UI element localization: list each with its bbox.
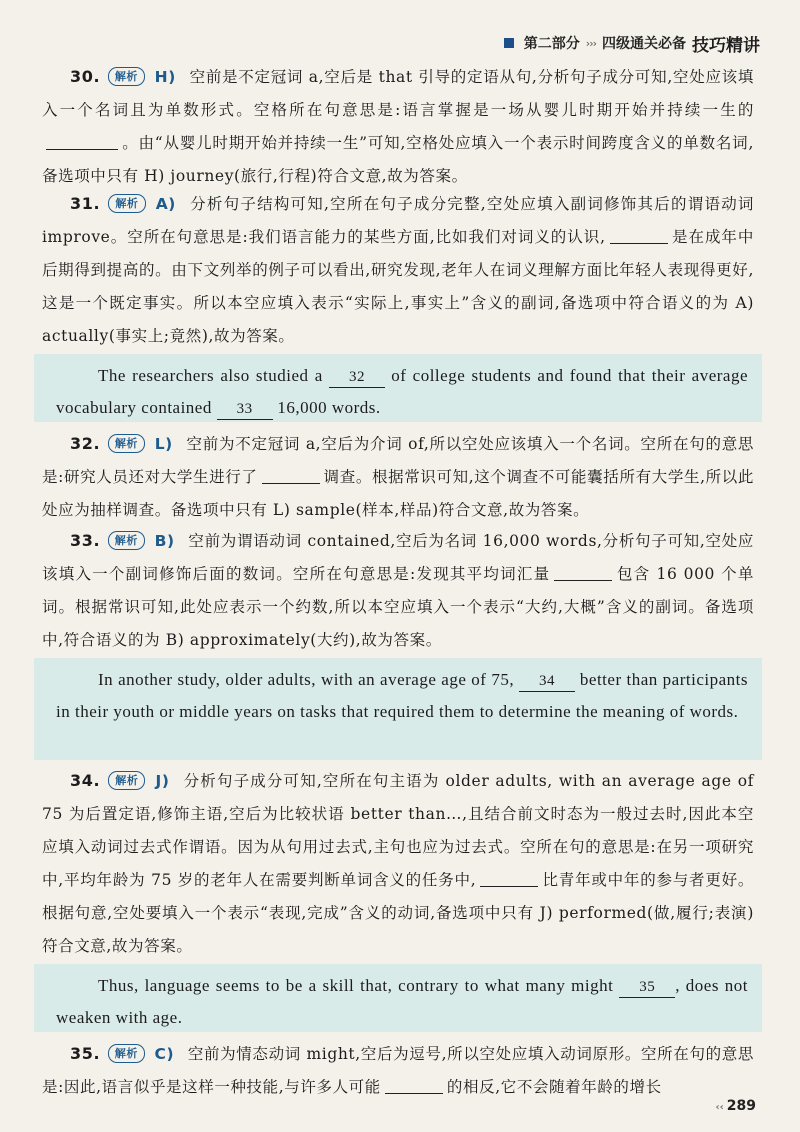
- source-sentence-34: [34, 658, 762, 760]
- explanation-30: [42, 60, 754, 193]
- sentence-text: better than participants in their youth or middle years on tasks that required them to determine the meaning of words.: [56, 670, 748, 721]
- item-number: 33.: [70, 531, 101, 550]
- explanation-text: 空前为谓语动词 contained,空后为名词 16,000 words,分析句子可知,空处应该填入一个副词修饰后面的数词。空所在句意思是:发现其平均词汇量: [42, 532, 755, 583]
- header-book-title: 四级通关必备: [602, 36, 686, 52]
- blank-33: 33: [217, 399, 273, 420]
- answer-label: B): [154, 532, 175, 550]
- answer-label: A): [155, 195, 176, 213]
- explanation-text: 包含 16 000 个单词。根据常识可知,此处应表示一个约数,所以本空应填入一个表示“大约,大概”含义的副词。备选项中,符合语义的为 B) approximately(大约),故为答案。: [42, 565, 754, 649]
- square-bullet-icon: [504, 38, 514, 48]
- answer-label: J): [155, 772, 170, 790]
- sentence-text: of college students and found that their average vocabulary contained: [56, 366, 749, 417]
- sentence-text: The researchers also studied a: [98, 366, 323, 385]
- explanation-text: 分析句子成分可知,空所在句主语为 older adults, with an average age of 75 为后置定语,修饰主语,空后为比较状语 better than…,且结合前文时态为一般过去时,因此本空应填入动词过去式作谓语。因为从句用过去式,主句也应为过去式。空所在句的意思是:在另一项研究中,平均年龄为 75 岁的老年人在需要判断单词含义的任务中,: [42, 772, 754, 889]
- analysis-tag: 解析: [108, 771, 145, 790]
- explanation-35: [42, 1037, 754, 1104]
- answer-blank: [46, 134, 118, 150]
- item-number: 30.: [70, 67, 101, 86]
- answer-label: H): [154, 68, 176, 86]
- analysis-tag: 解析: [108, 1044, 145, 1063]
- source-sentence-35: [34, 964, 762, 1032]
- blank-35: 35: [619, 977, 675, 998]
- analysis-tag: 解析: [108, 531, 145, 550]
- header-section: 第二部分: [523, 36, 580, 52]
- analysis-tag: 解析: [108, 194, 145, 213]
- blank-32: 32: [329, 367, 385, 388]
- sentence-text: Thus, language seems to be a skill that, contrary to what many might: [98, 976, 614, 995]
- answer-blank: [610, 228, 668, 244]
- explanation-text: 是在成年中后期得到提高的。由下文列举的例子可以看出,研究发现,老年人在词义理解方面比年轻人表现得更好,这是一个既定事实。所以本空应填入表示“实际上,事实上”含义的副词,备选项中符合语义的为 A) actually(事实上;竟然),故为答案。: [42, 228, 754, 345]
- explanation-34: [42, 764, 754, 963]
- explanation-text: 调查。根据常识可知,这个调查不可能囊括所有大学生,所以此处应为抽样调查。备选项中只有 L) sample(样本,样品)符合文意,故为答案。: [42, 468, 754, 519]
- explanation-32: [42, 427, 754, 527]
- page-number: [716, 1098, 756, 1114]
- explanation-text: 空前为不定冠词 a,空后为介词 of,所以空处应该填入一个名词。空所在句的意思是:研究人员还对大学生进行了: [42, 435, 755, 486]
- item-number: 34.: [70, 771, 101, 790]
- analysis-tag: 解析: [108, 67, 145, 86]
- explanation-text: 的相反,它不会随着年龄的增长: [446, 1078, 662, 1096]
- answer-blank: [385, 1078, 443, 1094]
- running-header: [504, 32, 760, 54]
- answer-blank: [554, 565, 612, 581]
- header-book-subtitle: 技巧精讲: [692, 35, 760, 56]
- page-number-value: 289: [726, 1098, 756, 1114]
- page-dots: ‹‹: [715, 1102, 724, 1113]
- explanation-text: 空前为情态动词 might,空后为逗号,所以空处应填入动词原形。空所在句的意思是:因此,语言似乎是这样一种技能,与许多人可能: [42, 1045, 755, 1096]
- sentence-text: , does not weaken with age.: [56, 976, 749, 1027]
- analysis-tag: 解析: [108, 434, 145, 453]
- item-number: 32.: [70, 434, 101, 453]
- item-number: 31.: [70, 194, 101, 213]
- answer-label: L): [154, 435, 173, 453]
- answer-blank: [262, 468, 320, 484]
- answer-label: C): [154, 1045, 175, 1063]
- answer-blank: [480, 871, 538, 887]
- sentence-text: 16,000 words.: [277, 398, 381, 417]
- blank-34: 34: [519, 671, 575, 692]
- source-sentence-32-33: [34, 354, 762, 422]
- explanation-33: [42, 524, 754, 657]
- sentence-text: In another study, older adults, with an average age of 75,: [98, 670, 515, 689]
- explanation-text: 空前是不定冠词 a,空后是 that 引导的定语从句,分析句子成分可知,空处应该填入一个名词且为单数形式。空格所在句意思是:语言掌握是一场从婴儿时期开始并持续一生的: [42, 68, 754, 119]
- explanation-text: 。由“从婴儿时期开始并持续一生”可知,空格处应填入一个表示时间跨度含义的单数名词,备选项中只有 H) journey(旅行,行程)符合文意,故为答案。: [42, 134, 754, 185]
- header-arrows: ›››: [585, 36, 596, 50]
- explanation-text: 分析句子结构可知,空所在句子成分完整,空处应填入副词修饰其后的谓语动词 improve。空所在句意思是:我们语言能力的某些方面,比如我们对词义的认识,: [42, 195, 755, 246]
- explanation-31: [42, 187, 754, 353]
- item-number: 35.: [70, 1044, 101, 1063]
- explanation-text: 比青年或中年的参与者更好。根据句意,空处要填入一个表示“表现,完成”含义的动词,备选项中只有 J) performed(做,履行;表演)符合文意,故为答案。: [42, 871, 754, 955]
